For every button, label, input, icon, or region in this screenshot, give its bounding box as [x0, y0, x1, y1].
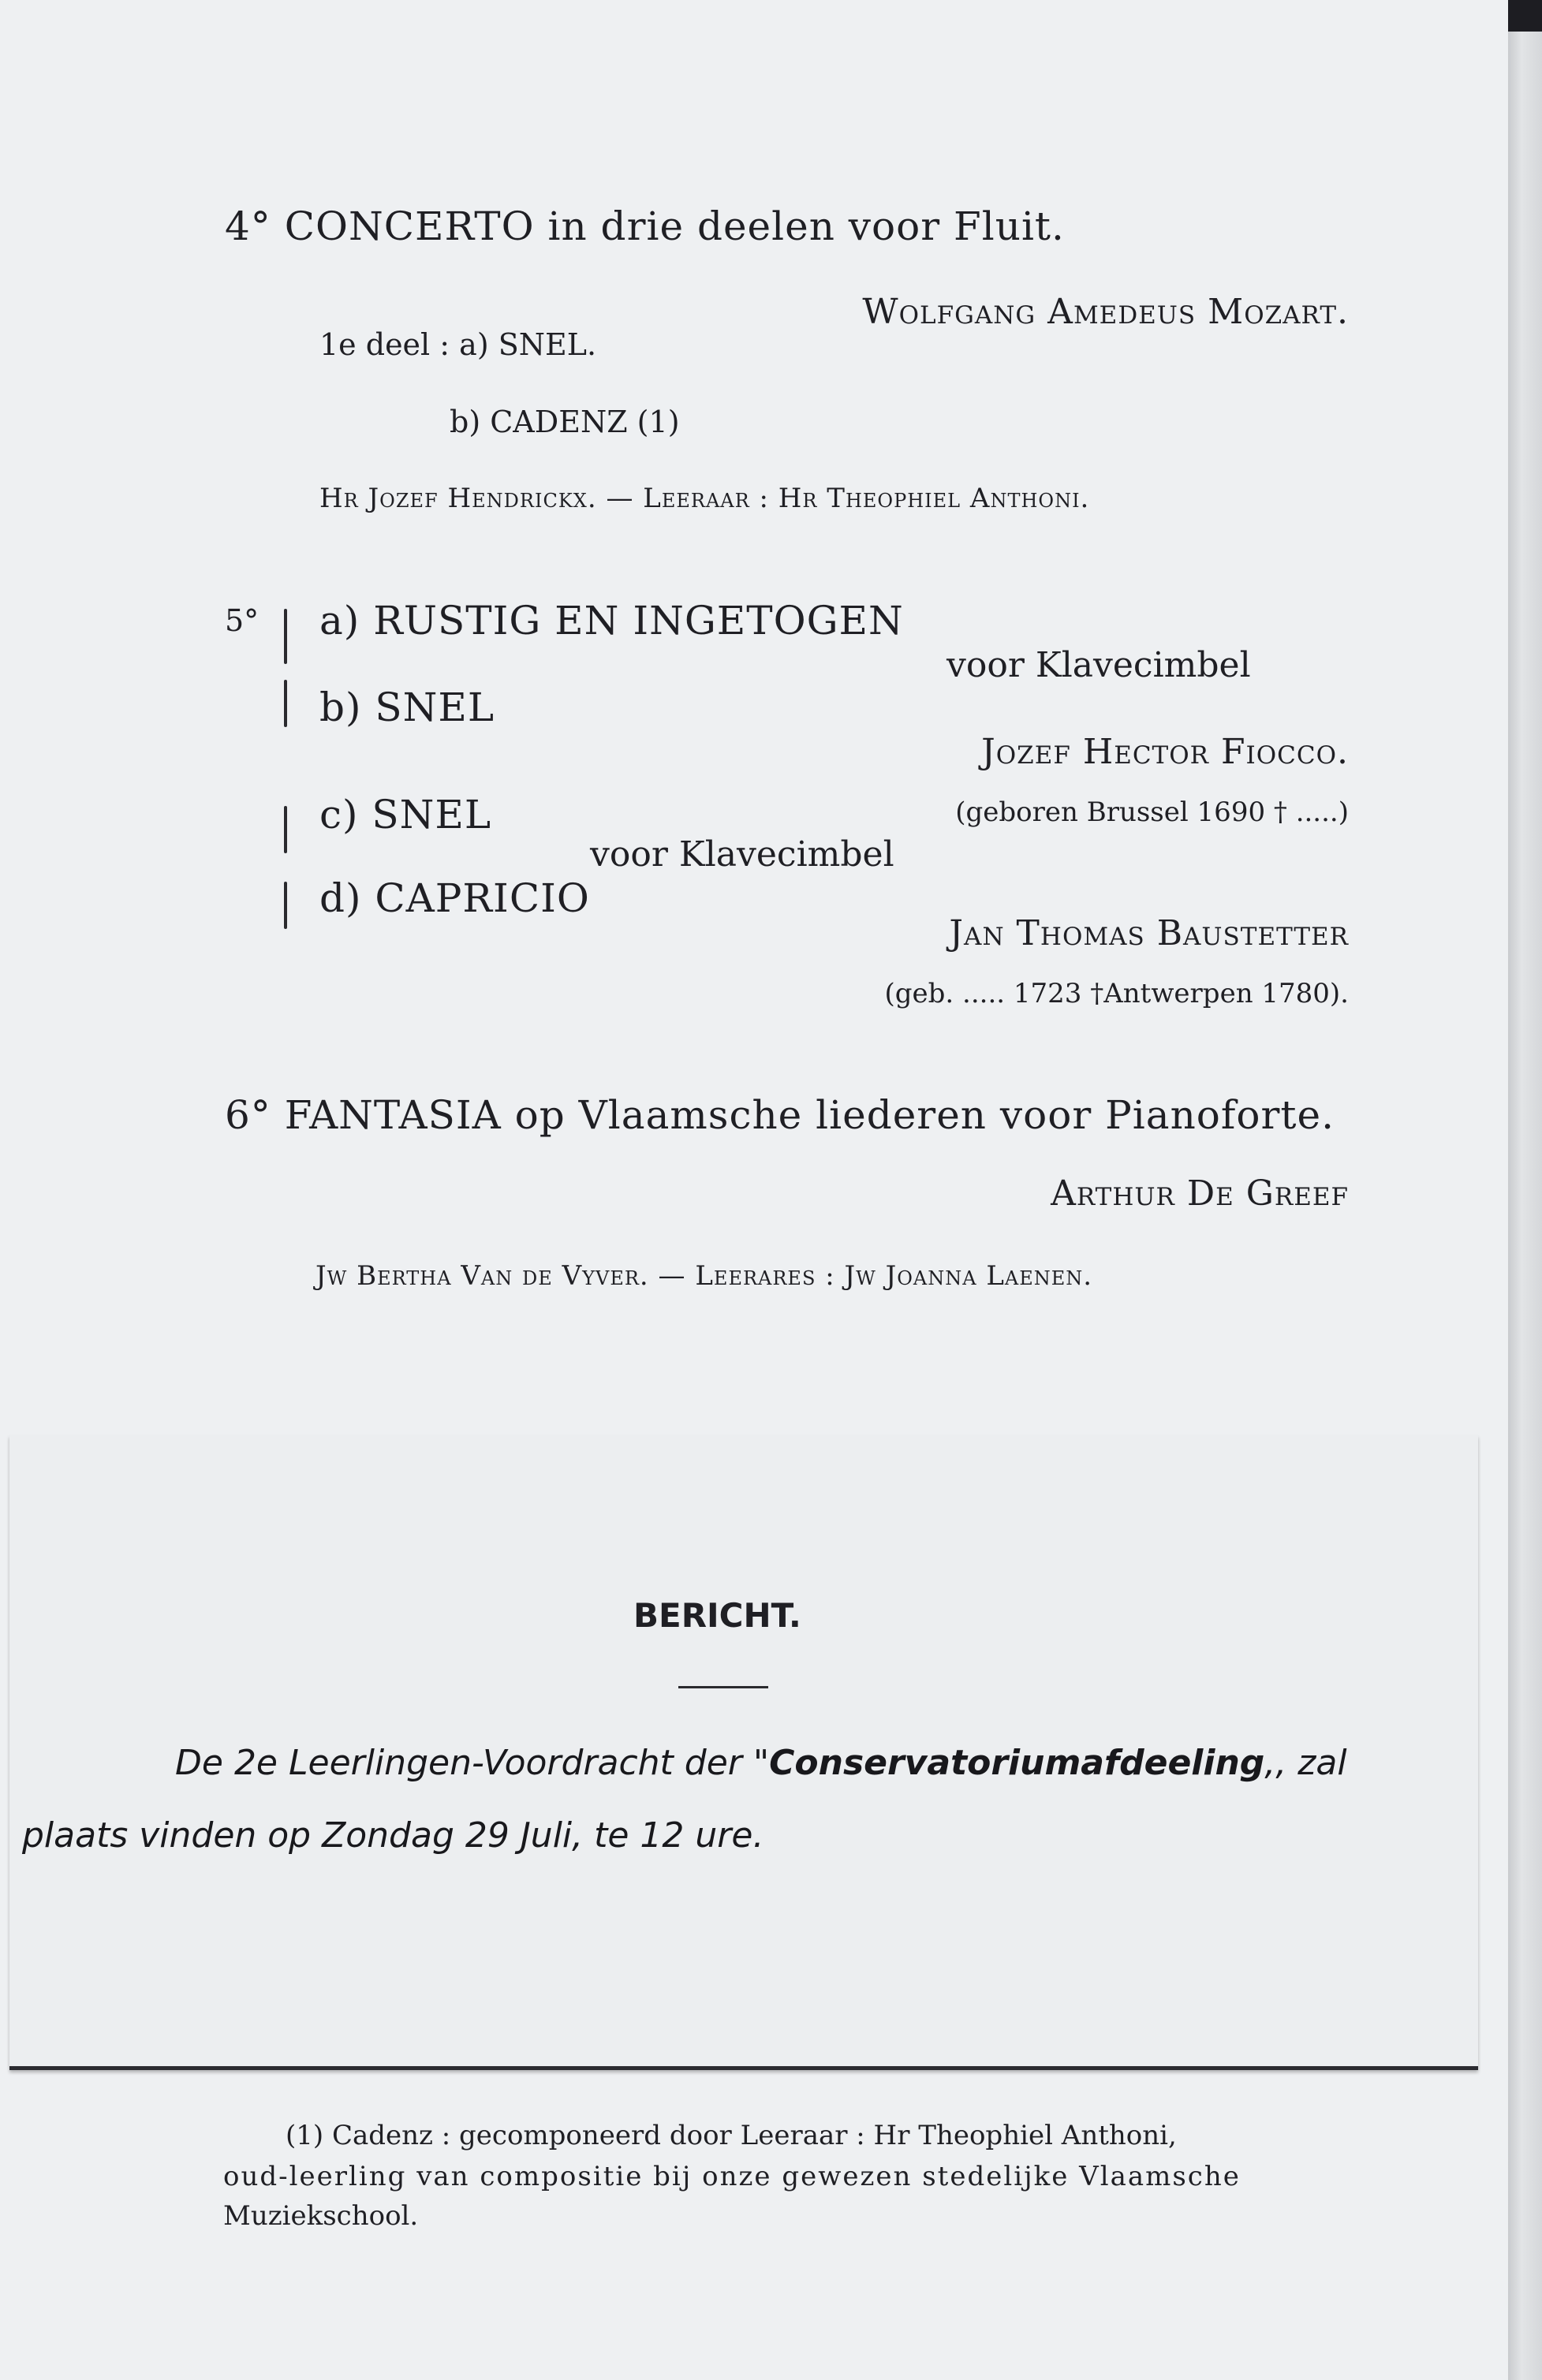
item6-title — [225, 1092, 1335, 1138]
item4-title-text: CONCERTO in drie deelen voor Fluit. — [284, 203, 1065, 249]
item5-brace-top-lower — [284, 680, 287, 727]
notice-rule — [678, 1686, 768, 1688]
item5-brace-bottom-lower — [284, 882, 287, 929]
item5-composer-1: Jozef Hector Fiocco. — [981, 732, 1349, 772]
page-edge — [1508, 0, 1542, 2380]
item6-number: 6° — [225, 1092, 271, 1138]
item5-d: d) CAPRICIO — [319, 875, 590, 921]
item5-dates-1: (geboren Brussel 1690 † .....) — [955, 796, 1349, 828]
item5-brace-bottom — [284, 806, 287, 853]
item5-number: 5° — [225, 603, 259, 638]
item4-composer: Wolfgang Amedeus Mozart. — [862, 292, 1349, 332]
footnote-line-2: oud-leerling van compositie bij onze gewezen stedelijke Vlaamsche — [223, 2161, 1241, 2192]
item5-instrument-2: voor Klavecimbel — [590, 834, 894, 875]
item4-part-b: b) CADENZ (1) — [450, 405, 680, 439]
item4-performer: Hr Jozef Hendrickx. — Leeraar : Hr Theophiel Anthoni. — [319, 483, 1090, 514]
item5-c: c) SNEL — [319, 792, 492, 837]
item6-title-text: FANTASIA op Vlaamsche liederen voor Pianoforte. — [284, 1092, 1335, 1138]
item6-performer: Jw Bertha Van de Vyver. — Leerares : Jw Joanna Laenen. — [315, 1260, 1093, 1292]
item5-brace-top — [284, 609, 287, 664]
item4-number: 4° — [225, 203, 271, 249]
item5-dates-2: (geb. ..... 1723 †Antwerpen 1780). — [884, 978, 1349, 1009]
page-edge-dark — [1508, 0, 1542, 32]
footnote-line-1: (1) Cadenz : gecomponeerd door Leeraar : Hr Theophiel Anthoni, — [286, 2120, 1177, 2151]
item5-composer-2: Jan Thomas Baustetter — [949, 913, 1349, 953]
notice-department: Conservatoriumafdeeling — [769, 1743, 1265, 1783]
notice-line-1c: ,, zal — [1264, 1743, 1347, 1783]
notice-line-1a: De 2e Leerlingen-Voordracht der " — [175, 1743, 770, 1783]
notice-heading: BERICHT. — [633, 1596, 801, 1635]
footnote-line-3: Muziekschool. — [223, 2200, 419, 2232]
notice-line-2: plaats vinden op Zondag 29 Juli, te 12 ure. — [22, 1815, 764, 1856]
item5-b: b) SNEL — [319, 685, 495, 730]
item4-part-a: 1e deel : a) SNEL. — [319, 327, 597, 362]
item5-instrument-1: voor Klavecimbel — [946, 645, 1251, 685]
item6-composer: Arthur De Greef — [1051, 1173, 1349, 1214]
item5-a: a) RUSTIG EN INGETOGEN — [319, 598, 904, 643]
notice-line-1 — [175, 1743, 1347, 1783]
item4-title — [225, 203, 1065, 249]
